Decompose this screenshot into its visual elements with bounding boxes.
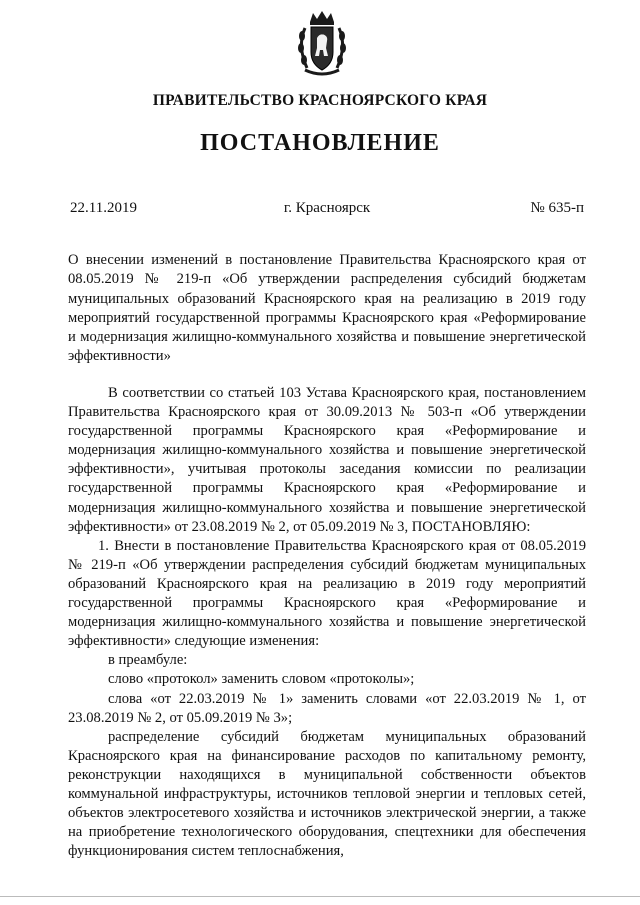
document-subject: О внесении изменений в постановление Правительства Красноярского края от 08.05.2019 № 219-п «Об утверждении распределения субсидий бюджетам муниципальных образований Красноярского края на реализацию в 2019 году мероприятий государственной программы Красноярского края «Реформирование и модернизация жилищно-коммунального хозяйства и повышение энергетической эффективности» (68, 252, 586, 365)
document-type-heading: ПОСТАНОВЛЕНИЕ (200, 130, 440, 156)
preamble-paragraph: В соответствии со статьей 103 Устава Красноярского края, постановлением Правительства Красноярского края от 30.09.2013 № 503-п «Об утверждении государственной программы Красноярского края «Реформирование и модернизация жилищно-коммунального хозяйства и повышение энергетической эффективности», учитывая протоколы заседания комиссии по реализации государственной программы Красноярского края «Реформирование и модернизация жилищно-коммунального хозяйства и повышение энергетической эффективности» от 23.08.2019 № 2, от 05.09.2019 № 3, ПОСТАНОВЛЯЮ: (68, 385, 586, 535)
document-body (68, 384, 586, 861)
in-preamble-line: в преамбуле: (108, 652, 188, 669)
distribution-paragraph: распределение субсидий бюджетам муниципальных образований Красноярского края на финансирование расходов по капитальному ремонту, реконструкции находящихся в муниципальной собственности объектов коммунальной инфраструктуры, источников тепловой энергии и тепловых сетей, объектов электросетевого хозяйства и источников электрической энергии, а также на приобретение технологического оборудования, спецтехники для обеспечения функционирования систем теплоснабжения, (68, 728, 586, 860)
replace-word-line: слово «протокол» заменить словом «протоколы»; (108, 671, 415, 688)
government-name: ПРАВИТЕЛЬСТВО КРАСНОЯРСКОГО КРАЯ (152, 92, 488, 109)
document-number: № 635-п (530, 200, 584, 216)
item-1-paragraph: 1. Внести в постановление Правительства Красноярского края от 08.05.2019 № 219-п «Об утверждении распределения субсидий бюджетам муниципальных образований Красноярского края на реализацию в 2019 году мероприятий государственной программы Красноярского края «Реформирование и модернизация жилищно-коммунального хозяйства и повышение энергетической эффективности» следующие изменения: (68, 537, 586, 650)
document-date: 22.11.2019 (70, 200, 137, 216)
replace-words-paragraph: слова «от 22.03.2019 № 1» заменить словами «от 22.03.2019 № 1, от 23.08.2019 № 2, от 05.09.2019 № 3»; (68, 690, 586, 726)
page-bottom-edge (0, 896, 640, 897)
krasnoyarsk-coat-of-arms-icon (293, 8, 351, 78)
document-city: г. Красноярск (283, 200, 371, 216)
